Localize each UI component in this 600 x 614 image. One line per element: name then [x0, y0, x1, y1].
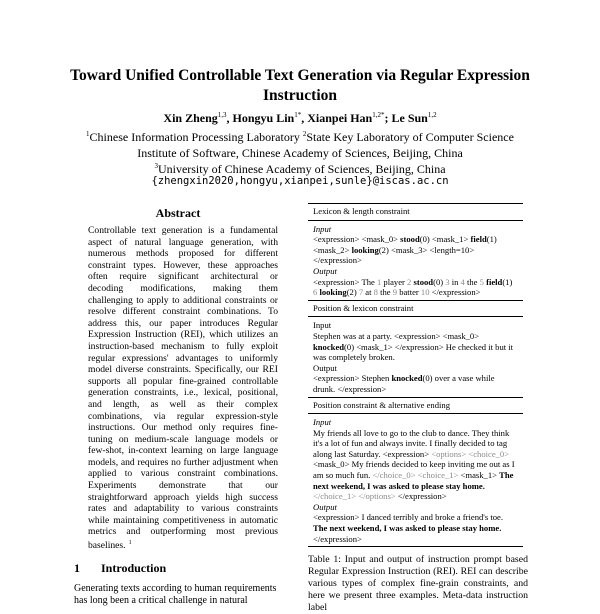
table-section-heading: Position & lexicon constraint [308, 301, 523, 318]
affiliation-line: $^1$Chinese Information Processing Laboratory $^2$State Key Laboratory of Computer Science [86, 130, 514, 144]
table-section-heading: Position constraint & alternative ending [308, 398, 523, 415]
input-example: Stephen was at a party. <expression> <mask_0> knocked(0) <mask_1> </expression> He checked it but it was completely broken. [313, 330, 514, 363]
input-example: My friends all love to go to the club to dance. They think it's a lot of fun and always invite. I finally decided to tag along last Saturday. <expression> <options> <choice_0> <mask_0> My friends decided to keep inviting me out as I am so much fun. </choice_0> <choice_1> <mask_1> The next weekend, I was asked to please stay home. </choice_1> </options> </expression> [313, 427, 515, 502]
table-section [308, 221, 523, 300]
section-heading-introduction: 1 Introduction [74, 561, 167, 575]
introduction-text: Generating texts according to human requirements has long been a critical challenge in natural [74, 583, 277, 606]
output-example: <expression> I danced terribly and broke a friend's toe. The next weekend, I was asked to please stay home. </expression> [313, 512, 503, 544]
author-emails: {zhengxin2020,hongyu,xianpei,sunle}@iscas.ac.cn [151, 175, 449, 187]
affiliation-line: Institute of Software, Chinese Academy of Sciences, Beijing, China [137, 146, 463, 160]
output-label: Output [313, 501, 337, 512]
input-label: Input [313, 417, 332, 428]
output-label: Output [313, 362, 337, 373]
input-label: Input [313, 320, 332, 331]
abstract-text: Controllable text generation is a fundamental aspect of natural language generation, with numerous methods proposed for different constraint types. However, these approaches often require significant architectural or decoding modifications, making them challenging to apply to additional constraints or resolve different constraint combinations. To address this, our paper introduces Regular Expression Instruction (REI), which utilizes an instruction-based mechanism to fully exploit regular expressions' advantages to uniformly model diverse constraints. Specifically, our REI supports all popular fine-grained controllable generation constraints, i.e., lexical, positional, and length, as well as their complex combinations, via regular expression-style instructions. Our method only requires fine-tuning on medium-scale language models or few-shot, in-context learning on large language models, and requires no further adjustment when applied to various constraint combinations. Experiments demonstrate that our straightforward approach yields high success rates and adaptability to various constraints while maintaining competitiveness in automatic metrics and outperforming most previous baselines. $^1$ [88, 225, 278, 552]
input-example: <expression> <mask_0> stood(0) <mask_1> field(1) <mask_2> looking(2) <mask_3> <length=10> </expression> [313, 234, 497, 266]
table-bottom-rule [308, 546, 523, 547]
paper-title: Toward Unified Controllable Text Generation via Regular Expression Instruction [70, 67, 530, 104]
affiliation-line: $^3$University of Chinese Academy of Sciences, Beijing, China [154, 162, 446, 176]
table-section [308, 414, 523, 546]
table-section-heading: Lexicon & length constraint [308, 204, 523, 221]
author: Hongyu Lin$^{1*}$, [232, 111, 308, 125]
author-list [40, 111, 560, 126]
table-section [308, 317, 523, 396]
example-table [308, 203, 523, 547]
footnote-mark: 1 [128, 540, 132, 547]
author: Xianpei Han$^{1,2*}$; [307, 111, 392, 125]
output-label: Output [313, 265, 337, 276]
author: Le Sun$^{1,2}$ [391, 111, 437, 125]
output-example: <expression> The 1 player 2 stood(0) 3 in 4 the 5 field(1) 6 looking(2) 7 at 8 the 9 batter 10 </expression> [313, 276, 513, 298]
input-label: Input [313, 223, 332, 234]
table-caption: Table 1: Input and output of instruction prompt based Regular Expression Instruction (REI). REI can describe various types of complex fine-grain constraints, and here we present three examples. Meta-data instruction label [308, 554, 528, 613]
abstract-heading: Abstract [155, 206, 201, 220]
output-example: <expression> Stephen knocked(0) over a vase while drunk. </expression> [313, 373, 495, 394]
author: Xin Zheng$^{1,3}$, [163, 111, 233, 125]
